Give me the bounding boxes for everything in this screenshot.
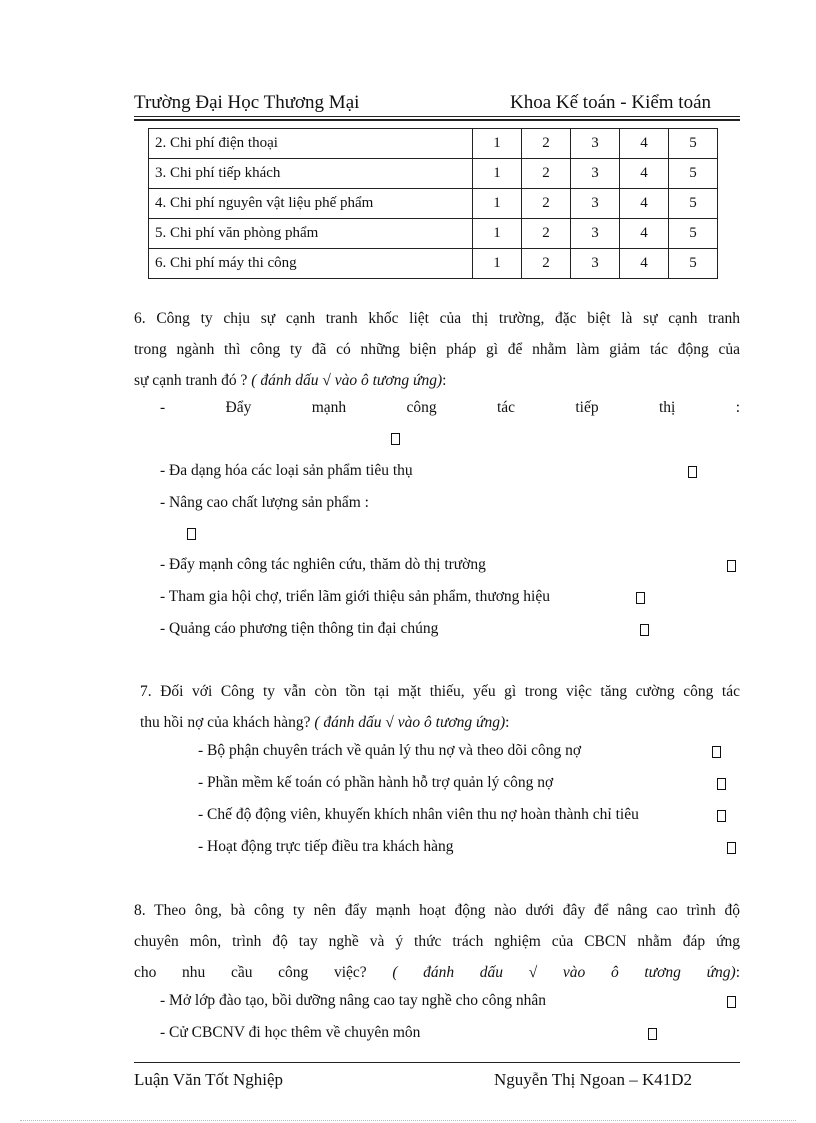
- q6-line-2: trong ngành thì công ty đã có những biện pháp gì để nhằm làm giảm tác động của: [134, 341, 740, 358]
- q8-option-2: - Cử CBCNV đi học thêm về chuyên môn: [160, 1024, 421, 1041]
- q7-option-3-checkbox[interactable]: [717, 810, 726, 822]
- table-row: [149, 249, 718, 279]
- rating-cell[interactable]: 3: [571, 249, 620, 279]
- q6-line-1: 6. Công ty chịu sự cạnh tranh khốc liệt của thị trường, đặc biệt là sự cạnh tranh: [134, 310, 740, 327]
- table-row: [149, 159, 718, 189]
- rating-cell[interactable]: 4: [620, 129, 669, 159]
- q6-option-2-checkbox[interactable]: [688, 466, 697, 478]
- rating-cell[interactable]: 1: [473, 129, 522, 159]
- header-rule: [134, 116, 740, 117]
- q6-option-6: - Quảng cáo phương tiện thông tin đại chúng: [160, 620, 439, 637]
- header-school: Trường Đại Học Thương Mại: [134, 92, 360, 113]
- q7-option-2: - Phần mềm kế toán có phần hành hỗ trợ quản lý công nợ: [198, 774, 554, 791]
- rating-cell[interactable]: 4: [620, 159, 669, 189]
- q6-option-1-checkbox[interactable]: [391, 433, 400, 445]
- rating-cell[interactable]: 2: [522, 219, 571, 249]
- q7-option-1-checkbox[interactable]: [712, 746, 721, 758]
- q8-line-3: [134, 957, 740, 988]
- rating-cell[interactable]: 3: [571, 159, 620, 189]
- rating-cell[interactable]: 5: [669, 249, 718, 279]
- q8-option-1-checkbox[interactable]: [727, 996, 736, 1008]
- q6-line-3-text: sự cạnh tranh đó ?: [134, 372, 248, 389]
- header-faculty: Khoa Kế toán - Kiểm toán: [510, 92, 712, 113]
- q7-line-2-text: thu hồi nợ của khách hàng?: [140, 714, 311, 731]
- rating-cell[interactable]: 3: [571, 129, 620, 159]
- table-row-label: 6. Chi phí máy thi công: [149, 249, 473, 279]
- rating-cell[interactable]: 1: [473, 219, 522, 249]
- cost-rating-table: [148, 128, 718, 279]
- q7-hint: ( đánh dấu √ vào ô tương ứng): [314, 714, 506, 731]
- rating-cell[interactable]: 2: [522, 159, 571, 189]
- q6-option-6-checkbox[interactable]: [640, 624, 649, 636]
- rating-cell[interactable]: 4: [620, 219, 669, 249]
- q7-option-3: - Chế độ động viên, khuyến khích nhân viên thu nợ hoàn thành chỉ tiêu: [198, 806, 639, 823]
- rating-cell[interactable]: 3: [571, 189, 620, 219]
- q8-option-1: - Mở lớp đào tạo, bồi dưỡng nâng cao tay nghề cho công nhân: [160, 992, 546, 1009]
- rating-cell[interactable]: 4: [620, 189, 669, 219]
- table-row: [149, 129, 718, 159]
- rating-cell[interactable]: 1: [473, 159, 522, 189]
- rating-cell[interactable]: 5: [669, 189, 718, 219]
- q6-hint: ( đánh dấu √ vào ô tương ứng): [251, 372, 443, 389]
- q8-colon: :: [735, 964, 740, 981]
- q7-line-1: 7. Đối với Công ty vẫn còn tồn tại mặt thiếu, yếu gì trong việc tăng cường công tác: [140, 683, 740, 700]
- header-rule-thick: [134, 119, 740, 121]
- q6-option-3: - Nâng cao chất lượng sản phẩm :: [160, 494, 369, 511]
- footer-author: Nguyễn Thị Ngoan – K41D2: [494, 1070, 692, 1089]
- rating-cell[interactable]: 2: [522, 189, 571, 219]
- table-row-label: 3. Chi phí tiếp khách: [149, 159, 473, 189]
- q8-line-1: 8. Theo ông, bà công ty nên đẩy mạnh hoạt động nào dưới đây để nâng cao trình độ: [134, 902, 740, 919]
- rating-cell[interactable]: 5: [669, 219, 718, 249]
- q7-option-4: - Hoạt động trực tiếp điều tra khách hàng: [198, 838, 454, 855]
- q6-option-5-checkbox[interactable]: [636, 592, 645, 604]
- page-bottom-divider: [20, 1120, 796, 1121]
- q6-colon: :: [442, 372, 447, 389]
- rating-cell[interactable]: 1: [473, 189, 522, 219]
- rating-cell[interactable]: 2: [522, 249, 571, 279]
- footer-rule: [134, 1062, 740, 1063]
- q6-option-2: - Đa dạng hóa các loại sản phẩm tiêu thụ: [160, 462, 413, 479]
- footer-thesis-title: Luận Văn Tốt Nghiệp: [134, 1070, 284, 1089]
- q6-option-4-checkbox[interactable]: [727, 560, 736, 572]
- table-row: [149, 219, 718, 249]
- q7-option-2-checkbox[interactable]: [717, 778, 726, 790]
- q6-option-5: - Tham gia hội chợ, triển lãm giới thiệu sản phẩm, thương hiệu: [160, 588, 550, 605]
- table-row-label: 5. Chi phí văn phòng phẩm: [149, 219, 473, 249]
- rating-cell[interactable]: 5: [669, 129, 718, 159]
- rating-cell[interactable]: 2: [522, 129, 571, 159]
- rating-cell[interactable]: 3: [571, 219, 620, 249]
- q8-hint: ( đánh dấu √ vào ô tương ứng): [392, 964, 736, 981]
- table-row-label: 2. Chi phí điện thoại: [149, 129, 473, 159]
- rating-cell[interactable]: 5: [669, 159, 718, 189]
- q8-line-2: chuyên môn, trình độ tay nghề và ý thức trách nghiệm của CBCN nhằm đáp ứng: [134, 933, 740, 950]
- q8-option-2-checkbox[interactable]: [648, 1028, 657, 1040]
- q6-option-1: - Đẩy mạnh công tác tiếp thị :: [160, 399, 740, 416]
- q6-option-4: - Đẩy mạnh công tác nghiên cứu, thăm dò thị trường: [160, 556, 486, 573]
- q8-line-3-text: cho nhu cầu công việc?: [134, 964, 367, 981]
- q7-line-2: [140, 707, 746, 738]
- table-row-label: 4. Chi phí nguyên vật liệu phế phẩm: [149, 189, 473, 219]
- table-row: [149, 189, 718, 219]
- q7-option-4-checkbox[interactable]: [727, 842, 736, 854]
- rating-cell[interactable]: 4: [620, 249, 669, 279]
- q7-colon: :: [505, 714, 510, 731]
- q6-option-3-checkbox[interactable]: [187, 528, 196, 540]
- q7-option-1: - Bộ phận chuyên trách về quản lý thu nợ và theo dõi công nợ: [198, 742, 582, 759]
- q6-line-3: [134, 365, 740, 396]
- rating-cell[interactable]: 1: [473, 249, 522, 279]
